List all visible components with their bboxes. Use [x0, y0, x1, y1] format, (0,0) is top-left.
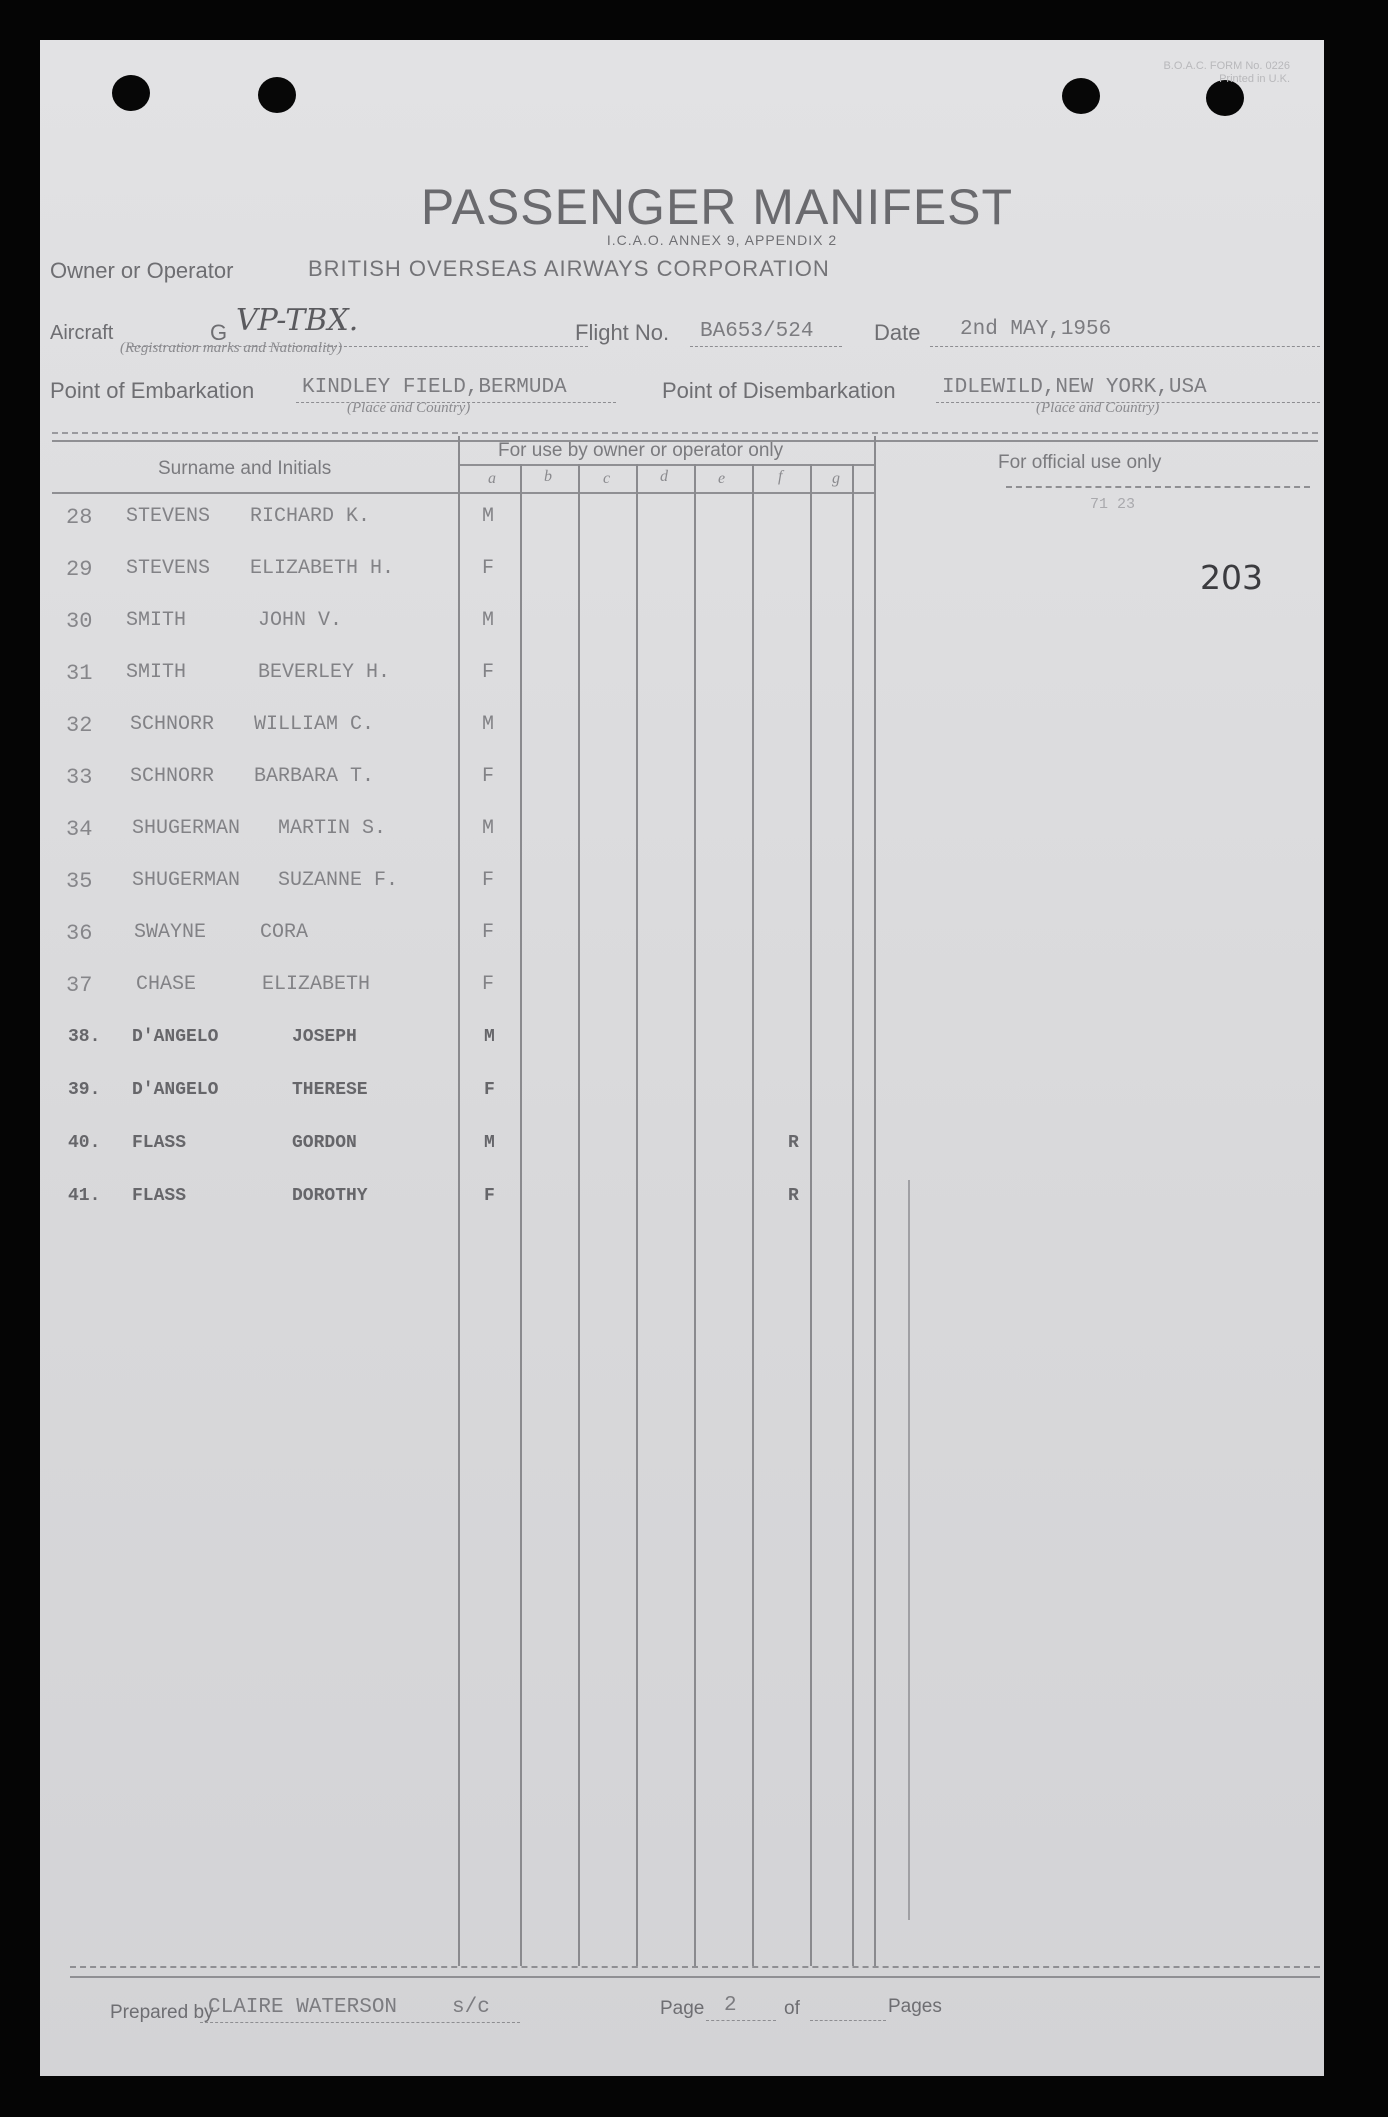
prepared-by-name: CLAIRE WATERSON	[208, 1996, 398, 2019]
column-rule	[636, 464, 638, 1966]
embarkation-label: Point of Embarkation	[50, 378, 255, 403]
flight-underline	[690, 346, 842, 347]
subcolumn-a: a	[488, 470, 496, 487]
row-given-name: BEVERLEY H.	[258, 661, 391, 684]
official-use-header: For official use only	[998, 452, 1162, 473]
row-given-name: RICHARD K.	[250, 505, 371, 528]
row-sex: M	[482, 609, 495, 632]
disembarkation-note: (Place and Country)	[1036, 400, 1160, 416]
row-col-f-mark: R	[788, 1133, 799, 1153]
row-sex: M	[482, 713, 495, 736]
punch-hole	[112, 75, 150, 111]
subcolumn-b: b	[544, 468, 552, 485]
row-sex: M	[484, 1133, 495, 1153]
column-rule	[458, 436, 460, 1966]
row-number: 39.	[68, 1080, 101, 1100]
row-number: 36	[66, 921, 93, 946]
page-number: 2	[724, 1994, 737, 2017]
row-surname: STEVENS	[126, 557, 211, 580]
page-title: PASSENGER MANIFEST	[420, 179, 1014, 235]
row-surname: SHUGERMAN	[132, 869, 241, 892]
owner-value: BRITISH OVERSEAS AIRWAYS CORPORATION	[308, 256, 830, 281]
subcolumn-c: c	[603, 470, 611, 487]
disembarkation-label: Point of Disembarkation	[662, 378, 896, 403]
row-sex: F	[482, 557, 495, 580]
pages-label: Pages	[888, 1996, 942, 2017]
row-surname: FLASS	[132, 1133, 187, 1153]
column-rule	[520, 464, 522, 1966]
row-given-name: JOSEPH	[292, 1027, 357, 1047]
row-given-name: CORA	[260, 921, 309, 944]
row-given-name: THERESE	[292, 1080, 368, 1100]
date-label: Date	[874, 320, 921, 345]
table-bottom-rule	[70, 1976, 1320, 1978]
table-top-rule	[52, 432, 1318, 434]
page-label: Page	[660, 1998, 705, 2019]
row-given-name: DOROTHY	[292, 1186, 368, 1206]
column-rule	[810, 464, 812, 1966]
row-surname: STEVENS	[126, 505, 211, 528]
row-given-name: MARTIN S.	[278, 817, 387, 840]
punch-hole	[258, 77, 296, 113]
subcolumn-f: f	[778, 468, 783, 485]
row-surname: SCHNORR	[130, 765, 215, 788]
row-number: 40.	[68, 1133, 101, 1153]
embarkation-value: KINDLEY FIELD,BERMUDA	[302, 376, 567, 399]
official-faint-mark: 71 23	[1090, 496, 1136, 513]
aircraft-note: (Registration marks and Nationality)	[120, 340, 343, 356]
surname-header: Surname and Initials	[158, 458, 332, 479]
row-given-name: ELIZABETH	[262, 973, 371, 996]
aircraft-prefix: G	[210, 320, 228, 345]
row-sex: M	[482, 817, 495, 840]
flight-number: BA653/524	[700, 320, 814, 343]
row-surname: SWAYNE	[134, 921, 207, 944]
row-surname: FLASS	[132, 1186, 187, 1206]
column-rule	[752, 464, 754, 1966]
column-rule	[578, 464, 580, 1966]
form-number	[1163, 60, 1290, 86]
row-surname: D'ANGELO	[132, 1080, 219, 1100]
disembarkation-value: IDLEWILD,NEW YORK,USA	[942, 376, 1207, 399]
subcolumn-g: g	[832, 470, 840, 487]
row-given-name: ELIZABETH H.	[250, 557, 395, 580]
row-number: 33	[66, 765, 93, 790]
date-value: 2nd MAY,1956	[960, 318, 1112, 341]
page-subtitle: I.C.A.O. ANNEX 9, APPENDIX 2	[606, 232, 838, 248]
row-number: 30	[66, 609, 93, 634]
row-number: 35	[66, 869, 93, 894]
manifest-sheet	[40, 40, 1324, 2076]
prepared-by-label: Prepared by	[110, 2002, 214, 2023]
row-number: 28	[66, 505, 93, 530]
punch-hole	[1062, 78, 1100, 114]
row-sex: F	[484, 1186, 495, 1206]
column-rule	[852, 464, 854, 1966]
row-given-name: WILLIAM C.	[254, 713, 375, 736]
date-underline	[930, 346, 1320, 347]
row-sex: F	[482, 661, 495, 684]
row-col-f-mark: R	[788, 1186, 799, 1206]
embarkation-note: (Place and Country)	[347, 400, 471, 416]
of-label: of	[784, 1998, 800, 2019]
row-given-name: BARBARA T.	[254, 765, 375, 788]
pages-underline	[810, 2020, 886, 2021]
owner-label: Owner or Operator	[50, 258, 234, 283]
row-sex: F	[482, 921, 495, 944]
row-surname: SMITH	[126, 609, 187, 632]
flight-label: Flight No.	[575, 320, 670, 345]
subcolumn-e: e	[718, 470, 726, 487]
row-number: 38.	[68, 1027, 101, 1047]
owner-use-header: For use by owner or operator only	[498, 440, 784, 461]
row-sex: F	[482, 869, 495, 892]
subcolumn-d: d	[660, 468, 668, 485]
printer-text: Printed in U.K.	[1219, 73, 1290, 85]
row-surname: SCHNORR	[130, 713, 215, 736]
prepared-by-suffix: s/c	[452, 1996, 490, 2019]
row-number: 37	[66, 973, 93, 998]
row-number: 31	[66, 661, 93, 686]
row-number: 34	[66, 817, 93, 842]
row-sex: M	[482, 505, 495, 528]
row-surname: SMITH	[126, 661, 187, 684]
column-rule	[694, 464, 696, 1966]
column-rule	[874, 436, 876, 1966]
row-number: 32	[66, 713, 93, 738]
row-surname: D'ANGELO	[132, 1027, 219, 1047]
row-number: 41.	[68, 1186, 101, 1206]
row-surname: SHUGERMAN	[132, 817, 241, 840]
row-sex: F	[482, 765, 495, 788]
header-bottom-rule	[52, 492, 874, 494]
official-header-rule	[1006, 486, 1310, 488]
form-number-text: B.O.A.C. FORM No. 0226	[1163, 60, 1290, 72]
row-sex: F	[482, 973, 495, 996]
column-rule	[908, 1180, 910, 1920]
row-sex: M	[484, 1027, 495, 1047]
row-surname: CHASE	[136, 973, 197, 996]
page-underline	[706, 2020, 776, 2021]
aircraft-label: Aircraft	[50, 322, 114, 344]
official-stamp-number: 203	[1200, 558, 1263, 597]
aircraft-registration: VP-TBX.	[236, 303, 359, 338]
row-given-name: GORDON	[292, 1133, 357, 1153]
prepared-underline	[200, 2022, 520, 2023]
row-given-name: SUZANNE F.	[278, 869, 399, 892]
row-number: 29	[66, 557, 93, 582]
row-given-name: JOHN V.	[258, 609, 343, 632]
table-bottom-rule	[70, 1966, 1320, 1968]
row-sex: F	[484, 1080, 495, 1100]
